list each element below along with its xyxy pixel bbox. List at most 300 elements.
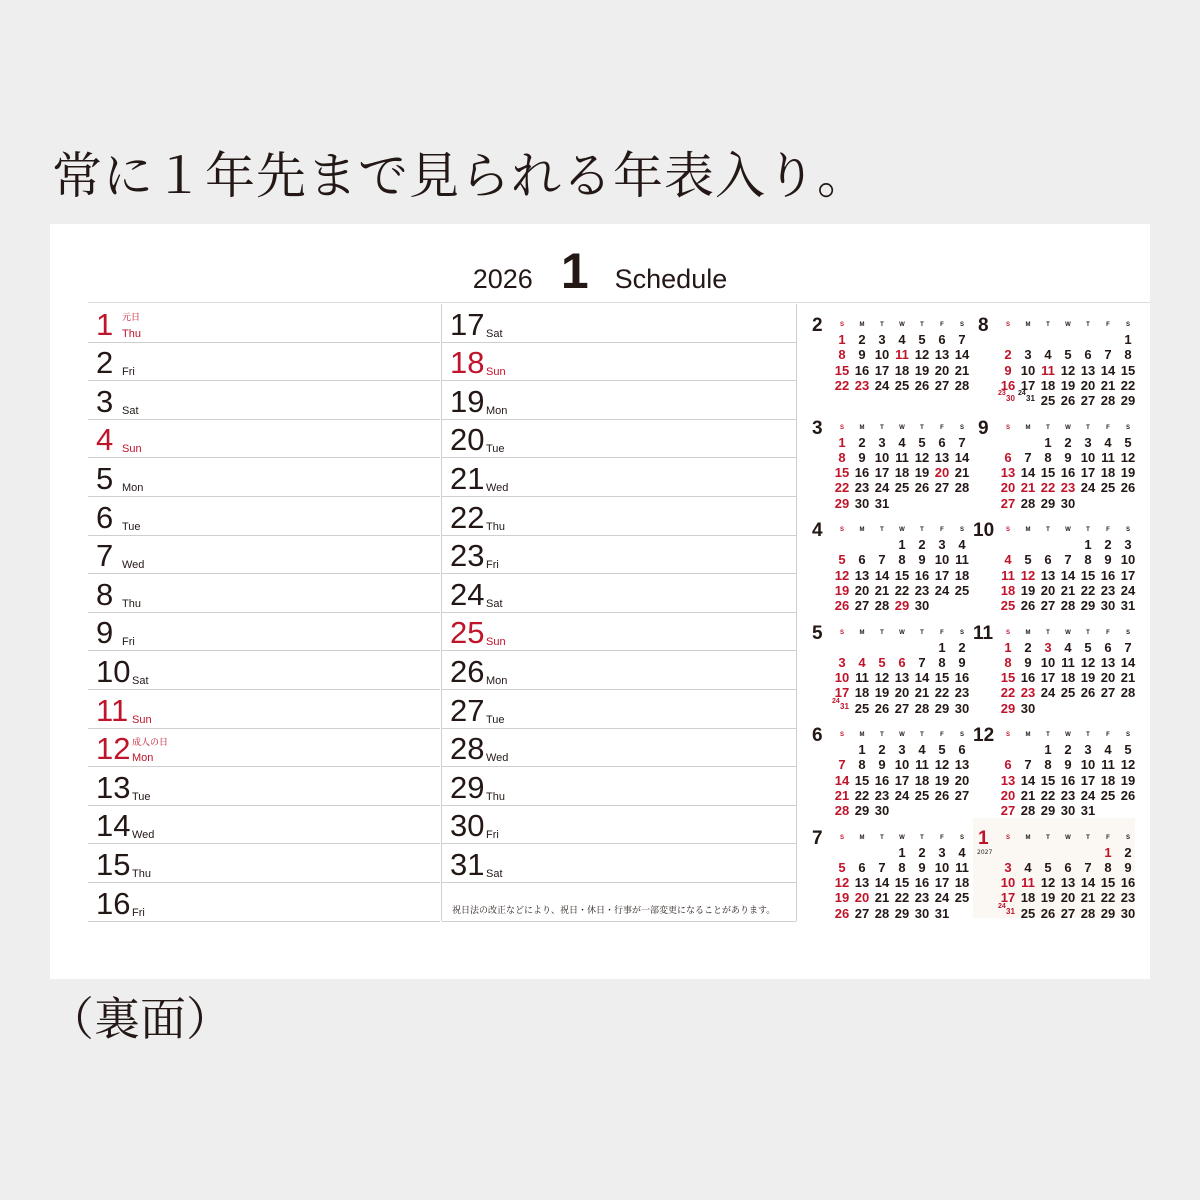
date-cell: 22 [1080,582,1096,598]
date-cell: 30 [1020,700,1036,716]
date-cell: 25 [1060,685,1076,701]
date-cell: 18 [1000,582,1016,598]
date-cell: 9 [918,859,926,875]
date-cell: 28 [874,905,890,921]
day-number: 12 [96,731,131,767]
weekday-header-cell: W [1065,424,1071,431]
date-cell: 5 [878,654,886,670]
date-cell: 3 [1084,434,1092,450]
date-cell: 21 [954,362,970,378]
date-cell: 15 [934,670,950,686]
date-cell: 29 [934,700,950,716]
empty-cell [912,640,932,655]
date-cell: 25 [1100,480,1116,496]
date-cell: 7 [878,859,886,875]
date-cell: 27 [854,598,870,614]
date-cell: 14 [874,875,890,891]
date-cell: 16 [874,772,890,788]
mini-month [810,316,970,416]
date-cell: 10 [874,449,890,465]
date-cell: 19 [874,685,890,701]
date-cell: 16 [1120,875,1136,891]
date-cell: 15 [1120,362,1136,378]
date-cell: 4 [858,654,866,670]
weekday-header-cell: T [1086,629,1090,636]
date-cell: 22 [1040,480,1056,496]
date-cell: 12 [914,347,930,363]
date-cell: 4 [1104,742,1112,757]
date-cell: 8 [838,449,846,465]
date-cell: 20 [1080,377,1096,393]
date-cell: 31 [934,905,950,921]
date-cell: 25 [1000,598,1016,614]
date-cell: 12 [914,449,930,465]
date-cell: 6 [1064,859,1072,875]
date-cell: 16 [1060,772,1076,788]
date-cell: 24 [1040,685,1056,701]
date-cell: 11 [955,552,969,568]
weekday-header-cell: S [959,834,964,841]
date-cell: 17 [1000,890,1016,906]
empty-cell [932,803,952,818]
weekday-label: Thu [122,327,141,340]
weekday-header-cell: W [899,527,905,533]
date-cell: 15 [854,772,870,788]
date-cell: 7 [1124,639,1132,655]
date-cell: 30 [854,495,870,511]
date-cell: 15 [834,362,850,378]
date-cell: 9 [958,654,966,670]
date-cell: 23 [1100,582,1116,598]
day-number: 31 [450,846,485,882]
date-cell: 2 [858,332,866,347]
day-row[interactable] [88,883,440,922]
weekday-header-cell: T [1046,424,1050,431]
date-cell: 19 [834,890,850,906]
date-cell: 1 [1084,537,1092,552]
weekday-header-cell: T [880,424,884,431]
day-number: 28 [450,731,485,767]
empty-cell [1018,332,1038,347]
date-cell: 8 [1104,859,1112,875]
date-cell: 13 [854,567,870,583]
day-number: 4 [96,422,114,458]
empty-cell [1078,496,1098,511]
date-cell: 22 [894,582,910,598]
date-cell: 1 [898,537,906,552]
date-cell: 18 [914,772,930,788]
date-cell: 18 [1100,772,1116,788]
date-cell: 28 [1060,598,1076,614]
day-row[interactable] [88,767,440,806]
date-cell: 31 [1120,598,1136,614]
date-cell: 23 [854,480,870,496]
date-cell: 13 [1040,567,1056,583]
date-cell: 24 [934,890,950,906]
day-row[interactable] [88,343,440,382]
date-cell: 16 [854,465,870,481]
day-number: 25 [450,615,485,651]
weekday-header-cell: M [1025,527,1031,533]
date-cell: 26 [1060,393,1076,409]
weekday-header-cell: S [839,834,844,841]
empty-cell [1078,332,1098,347]
date-cell: 10 [934,552,950,568]
date-cell: 19 [914,362,930,378]
day-number: 24 [450,576,485,612]
date-cell: 5 [1064,347,1072,363]
date-cell: 21 [874,890,890,906]
date-cell: 7 [1084,859,1092,875]
empty-cell [1098,496,1118,511]
day-column-right [442,304,796,922]
weekday-label: Sun [486,636,506,649]
date-cell: 28 [834,803,850,819]
day-row[interactable] [442,767,796,806]
day-row[interactable] [442,651,796,690]
date-cell: 26 [834,598,850,614]
day-number: 30 [450,808,485,844]
weekday-header-cell: S [839,322,844,328]
holiday-label: 成人の日 [132,737,169,748]
weekday-header-cell: M [859,732,865,738]
date-cell: 20 [894,685,910,701]
day-row[interactable] [88,729,440,768]
mini-month [810,726,970,826]
date-cell: 13 [1080,362,1096,378]
date-cell: 22 [854,787,870,803]
date-cell: 23 [914,890,930,906]
date-cell: 26 [914,377,930,393]
date-cell: 25 [854,700,870,716]
date-cell: 24 [894,787,910,803]
day-row[interactable] [442,844,796,883]
day-row[interactable] [442,304,796,343]
date-cell: 30 [1100,598,1116,614]
date-cell: 20 [934,362,950,378]
date-cell: 18 [894,362,910,378]
weekday-header-cell: W [1065,527,1071,533]
day-row[interactable] [442,536,796,575]
date-cell: 4 [918,742,926,757]
weekday-header-cell: S [1005,732,1010,738]
weekday-header-cell: F [1106,732,1110,738]
date-cell: 30 [1060,803,1076,819]
calendar-title [50,242,1150,302]
mini-month-grid [998,332,1138,408]
date-cell: 15 [1080,567,1096,583]
date-cell: 26 [914,480,930,496]
day-row[interactable] [442,458,796,497]
empty-cell [832,640,852,655]
weekday-header-cell: T [1046,834,1050,841]
weekday-header-cell: S [1005,322,1010,328]
date-cell: 3 [938,537,946,552]
date-cell: 25 [1040,393,1056,409]
day-row[interactable] [88,806,440,845]
day-row[interactable] [442,343,796,382]
date-cell: 10 [1120,552,1136,568]
weekday-header-cell: W [899,732,905,738]
date-cell: 12 [1120,449,1136,465]
date-cell: 25 [894,377,910,393]
weekday-header-cell: F [1106,322,1110,328]
date-cell: 17 [934,875,950,891]
date-cell: 29 [1040,803,1056,819]
weekday-header-cell: S [959,424,964,431]
date-cell: 28 [874,598,890,614]
date-cell: 7 [1104,347,1112,363]
day-row[interactable] [88,497,440,536]
date-cell: 21 [954,465,970,481]
date-cell: 20 [1100,670,1116,686]
weekday-header [832,630,972,638]
date-cell: 4 [1024,859,1032,875]
date-cell-pair [832,697,852,716]
date-cell: 2 [918,844,926,860]
mini-month-grid [832,845,972,921]
weekday-header-cell: F [940,322,944,328]
date-cell: 1 [1104,844,1112,860]
weekday-label: Tue [132,790,151,803]
weekday-header-cell: F [940,424,944,431]
date-cell: 10 [874,347,890,363]
caption: （裏面） [48,992,232,1046]
weekday-header-cell: T [1086,834,1090,841]
empty-cell [1078,701,1098,716]
empty-cell [892,640,912,655]
date-cell: 16 [1000,377,1016,393]
date-cell: 4 [898,434,906,450]
date-cell: 22 [934,685,950,701]
day-number: 29 [450,769,485,805]
weekday-header-cell: T [920,834,924,841]
date-cell: 1 [838,434,846,450]
date-cell: 17 [1120,567,1136,583]
empty-cell [1098,701,1118,716]
weekday-header [832,425,972,433]
date-cell: 29 [1120,393,1136,409]
day-row[interactable] [442,381,796,420]
empty-cell [952,496,972,511]
weekday-label: Thu [132,867,151,880]
date-cell: 12 [934,757,950,773]
date-cell: 29 [834,495,850,511]
weekday-header-cell: S [1125,527,1130,533]
weekday-label: Sun [132,713,152,726]
weekday-header-cell: S [1005,629,1010,636]
date-small: 24 [1018,390,1026,398]
holiday-note: 祝日法の改正などにより、祝日・休日・行事が一部変更になることがあります。 [452,905,776,916]
date-cell: 6 [1004,757,1012,773]
date-cell: 10 [894,757,910,773]
weekday-header-cell: M [859,527,865,533]
date-small: 24 [832,697,840,705]
empty-cell [912,496,932,511]
day-row[interactable] [88,574,440,613]
empty-cell [1118,803,1138,818]
date-cell: 28 [954,480,970,496]
day-row[interactable] [88,420,440,459]
empty-cell [998,537,1018,552]
mini-month-grid [832,640,972,716]
empty-cell [1038,845,1058,860]
date-cell: 20 [854,890,870,906]
date-cell: 27 [1100,685,1116,701]
date-cell: 17 [1020,377,1036,393]
day-number: 15 [96,846,131,882]
mini-month-number: 5 [812,622,823,644]
weekday-label: Fri [122,366,135,379]
date-cell: 11 [1001,567,1015,583]
day-number: 17 [450,306,485,342]
weekday-header-cell: S [959,732,964,738]
date-cell: 1 [858,742,866,757]
mini-month [973,725,1136,826]
weekday-header-cell: T [880,732,884,738]
weekday-label: Fri [132,906,145,919]
date-small: 24 [998,902,1006,910]
date-cell: 14 [874,567,890,583]
mini-month [973,622,1136,724]
date-cell: 9 [1064,449,1072,465]
mini-month-grid [832,742,972,818]
date-cell: 9 [1064,757,1072,773]
weekday-header-cell: F [1106,834,1110,841]
date-small: 31 [1026,394,1035,404]
weekday-header [998,425,1138,433]
mini-month-number: 4 [812,520,823,541]
day-row[interactable] [442,613,796,652]
day-number: 23 [450,538,485,574]
empty-cell [872,537,892,552]
date-cell: 25 [954,890,970,906]
date-cell: 11 [915,757,929,773]
date-cell: 11 [1041,362,1055,378]
weekday-header-cell: T [1086,322,1090,328]
day-row[interactable] [442,729,796,768]
mini-month [810,624,970,724]
date-cell: 15 [894,567,910,583]
weekday-label: Wed [132,829,155,842]
date-cell: 16 [1020,670,1036,686]
weekday-header-cell: F [940,834,944,841]
weekday-header-cell: T [880,834,884,841]
day-row[interactable] [88,844,440,883]
holiday-label: 元日 [122,313,141,323]
date-cell: 3 [1124,537,1132,552]
day-row[interactable] [88,381,440,420]
weekday-label: Sat [486,327,503,340]
date-cell: 30 [954,700,970,716]
date-cell: 31 [874,495,890,511]
date-cell: 18 [1020,890,1036,906]
day-number: 14 [96,808,131,844]
date-cell: 17 [934,567,950,583]
title-month: 1 [560,243,589,299]
date-cell: 18 [854,685,870,701]
day-row[interactable] [442,420,796,459]
mini-month [976,316,1136,416]
date-cell: 7 [1024,449,1032,465]
day-row[interactable] [88,613,440,652]
weekday-header-cell: S [839,424,844,431]
date-cell: 30 [874,803,890,819]
date-cell: 21 [874,582,890,598]
date-cell: 3 [898,742,906,757]
date-cell: 17 [1080,465,1096,481]
weekday-header-cell: T [920,629,924,636]
weekday-header [998,322,1138,330]
date-cell: 3 [1024,347,1032,363]
date-cell: 8 [1084,552,1092,568]
day-number: 22 [450,499,485,535]
empty-cell [998,435,1018,450]
day-row[interactable] [88,304,440,343]
date-cell: 5 [1024,552,1032,568]
date-cell: 12 [834,567,850,583]
date-cell: 1 [1044,434,1052,450]
date-cell: 12 [834,875,850,891]
mini-month-number: 9 [978,417,989,439]
empty-cell [998,332,1018,347]
date-cell: 28 [1120,685,1136,701]
empty-cell [952,803,972,818]
date-cell: 13 [934,449,950,465]
weekday-header-cell: S [839,732,844,738]
empty-cell [1018,845,1038,860]
weekday-header-cell: T [1046,527,1050,533]
weekday-header-cell: T [880,629,884,636]
day-number: 26 [450,653,485,689]
date-cell: 19 [834,582,850,598]
day-row[interactable] [88,458,440,497]
date-cell: 18 [894,465,910,481]
date-cell: 10 [1080,449,1096,465]
empty-cell [1118,496,1138,511]
date-cell: 18 [954,567,970,583]
day-row[interactable] [88,690,440,729]
date-cell: 23 [1060,480,1076,496]
date-cell: 5 [838,859,846,875]
date-small: 23 [998,390,1006,398]
date-cell: 2 [878,742,886,757]
weekday-label: Sat [486,867,503,880]
date-cell: 26 [1020,598,1036,614]
date-cell: 20 [1060,890,1076,906]
weekday-header-cell: W [1065,629,1071,636]
date-cell: 8 [1124,347,1132,363]
day-row[interactable] [442,690,796,729]
day-row[interactable] [442,574,796,613]
mini-month-number: 2 [812,315,823,336]
weekday-header [832,835,972,843]
date-cell: 17 [874,465,890,481]
date-cell: 2 [958,639,966,655]
mini-month-grid [998,640,1138,716]
day-number: 5 [96,460,114,496]
weekday-label: Thu [486,790,505,803]
day-row[interactable] [442,497,796,536]
empty-cell [1098,803,1118,818]
date-cell: 22 [1000,685,1016,701]
date-cell: 4 [958,844,966,860]
date-cell: 13 [1100,654,1116,670]
day-row[interactable] [88,651,440,690]
day-row[interactable] [442,806,796,845]
weekday-label: Mon [486,674,508,687]
day-row[interactable] [88,536,440,575]
